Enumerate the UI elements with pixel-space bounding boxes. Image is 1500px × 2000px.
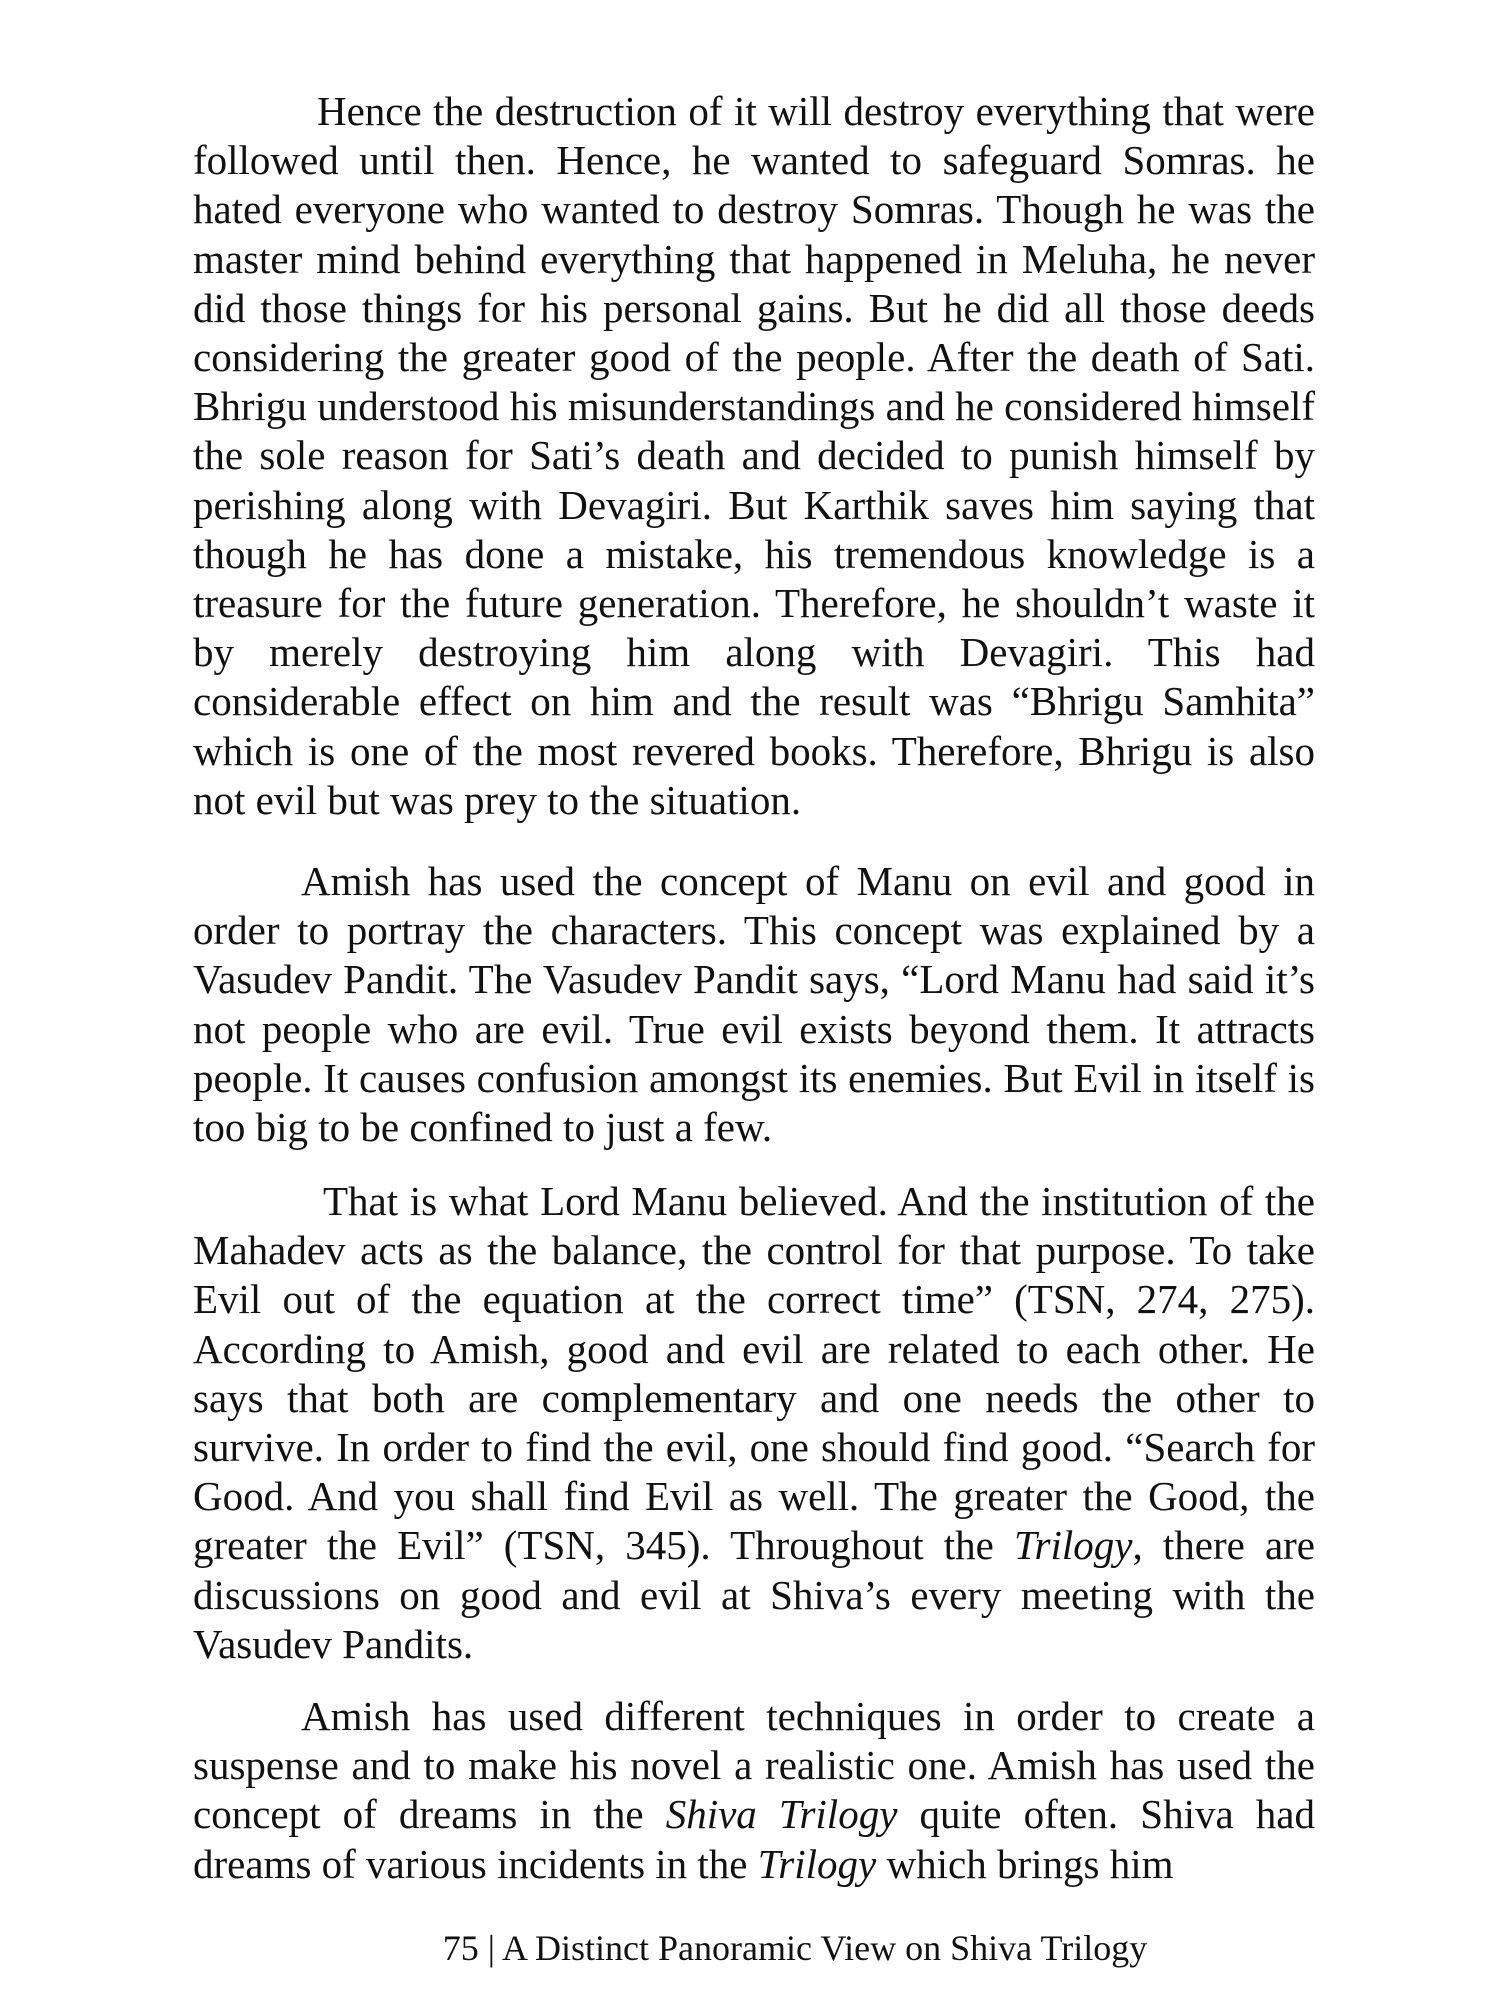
paragraph-manu-concept <box>193 857 1315 1152</box>
paragraph-text: Hence the destruction of it will destroy everything that were followed until then. Hence, he wanted to safeguard Somras. he hated everyone who wanted to destroy Somras. Though he was the master mind behind everything that happened in Meluha, he never did those things for his personal gains. But he did all those deeds considering the greater good of the people. After the death of Sati. Bhrigu understood his misunderstandings and he considered himself the sole reason for Sati’s death and decided to punish himself by perishing along with Devagiri. But Karthik saves him saying that though he has done a mistake, his tremendous knowledge is a treasure for the future generation. Therefore, he shouldn’t waste it by merely destroying him along with Devagiri. This had considerable effect on him and the result was “Bhrigu Samhita” which is one of the most revered books. Therefore, Bhrigu is also not evil but was prey to the situation. <box>193 88 1315 823</box>
book-title: A Distinct Panoramic View on Shiva Trilogy <box>502 1928 1148 1968</box>
paragraph-text-part: quite often. Shiva had dreams of various incidents in the <box>193 1791 1315 1887</box>
italic-title: Shiva Trilogy <box>665 1791 898 1838</box>
footer-separator: | <box>487 1928 495 1968</box>
paragraph-text: Amish has used the concept of Manu on evil and good in order to portray the characters. This concept was explained by a Vasudev Pandit. The Vasudev Pandit says, “Lord Manu had said it’s not people who are evil. True evil exists beyond them. It attracts people. It causes confusion amongst its enemies. But Evil in itself is too big to be confined to just a few. <box>193 858 1315 1151</box>
paragraph-text-part: which brings him <box>876 1840 1174 1887</box>
italic-title: Trilogy <box>757 1840 877 1887</box>
paragraph-techniques <box>193 1692 1315 1889</box>
page-footer <box>0 1926 1500 1970</box>
paragraph-bhrigu <box>193 87 1315 825</box>
paragraph-text-part: , there are discussions on good and evil at Shiva’s every meeting with the Vasudev Pandits. <box>193 1522 1315 1667</box>
paragraph-text-part: That is what Lord Manu believed. And the institution of the Mahadev acts as the balance, the control for that purpose. To take Evil out of the equation at the correct time” (TSN, 274, 275). According to Amish, good and evil are related to each other. He says that both are complementary and one needs the other to survive. In order to find the evil, one should find good. “Search for Good. And you shall find Evil as well. The greater the Good, the greater the Evil” (TSN, 345). Throughout the <box>193 1178 1315 1569</box>
paragraph-good-and-evil <box>193 1177 1315 1669</box>
paragraph-text-part: Amish has used different techniques in order to create a suspense and to make his novel a realistic one. Amish has used the concept of dreams in the <box>193 1693 1315 1838</box>
italic-title: Trilogy <box>1014 1522 1133 1569</box>
page-number: 75 <box>442 1928 479 1968</box>
